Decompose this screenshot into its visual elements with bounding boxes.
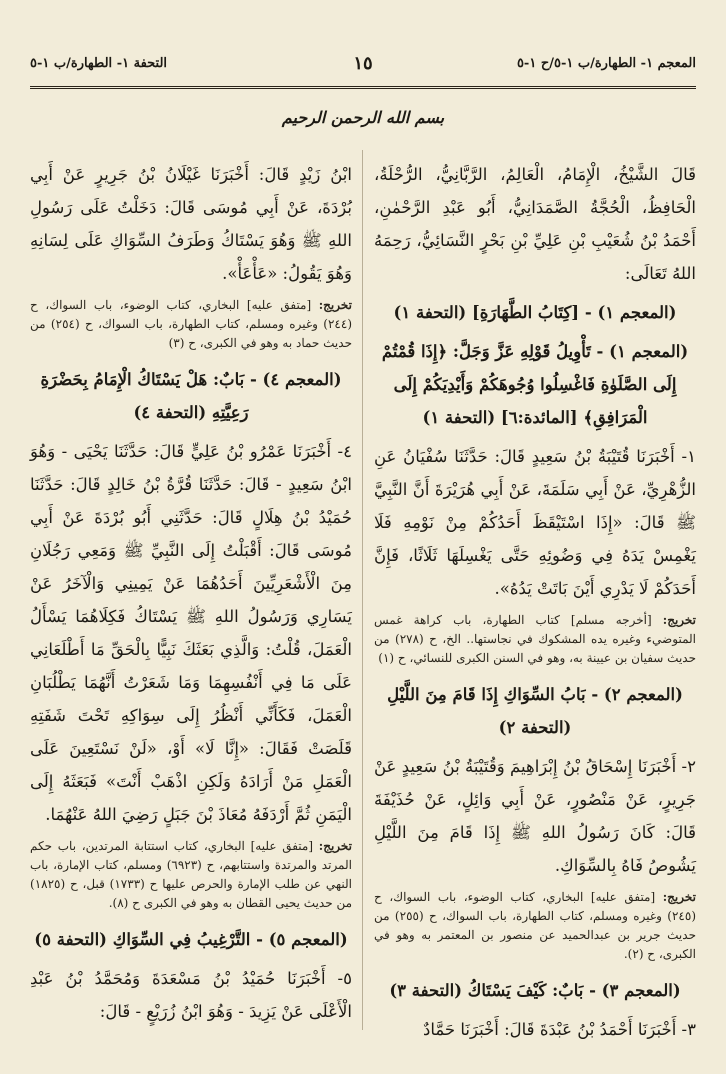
takhrij-text: [متفق عليه] البخاري، كتاب استتابة المرتدين، باب حكم المرتد والمرتدة واستتابهم، ح (٦٩٢٣) ومسلم، كتاب الإمارة، باب النهي عن طلب الإمارة والحرص عليها ح (١٧٣٣) قبل، ح (١٨٢٥) من حديث يحيى القطان به وهو في الكبرى ح (٨). (30, 839, 352, 910)
header-right-reference: المعجم ١- الطهارة/ب ١-٥/ح ١-٥ (516, 56, 696, 71)
takhrij-text: [أخرجه مسلم] كتاب الطهارة، باب كراهة غمس المتوضيء وغيره يده المشكوك في نجاستها.. الخ، ح (٢٧٨) من حديث سفيان بن عيينة به، وهو في السنن الكبرى للنسائي، ح (١) (374, 613, 696, 665)
bab-heading-5: (المعجم ٥) - التَّرْغِيبُ فِي السِّوَاكِ (التحفة ٥) (34, 930, 348, 949)
kitab-heading: (المعجم ١) - [كِتَابُ الطَّهَارَةِ] (التحفة ١) (393, 303, 677, 322)
bab-heading-3: (المعجم ٣) - بَابٌ: كَيْفَ يَسْتَاكُ (التحفة ٣) (389, 981, 681, 1000)
bab-heading-4: (المعجم ٤) - بَابٌ: هَلْ يَسْتَاكُ الْإِمَامُ بِحَضْرَةِ رَعِيَّتِهِ (التحفة ٤) (40, 370, 342, 422)
header-rule (30, 86, 696, 89)
hadith-2: ٢- أَخْبَرَنَا إِسْحَاقُ بْنُ إِبْرَاهِيمَ وَقُتَيْبَةُ بْنُ سَعِيدٍ عَنْ جَرِيرٍ، عَنْ مَنْصُورٍ، عَنْ أَبِي وَائِلٍ، عَنْ حُذَيْفَةَ قَالَ: كَانَ رَسُولُ اللهِ ﷺ إِذَا قَامَ مِنَ اللَّيْلِ يَشُوصُ فَاهُ بِالسِّوَاكِ. (374, 757, 696, 875)
hadith-3-start: ٣- أَخْبَرَنَا أَحْمَدُ بْنُ عَبْدَةَ قَالَ: أَخْبَرَنَا حَمَّادٌ (423, 1020, 696, 1039)
takhrij-text: [متفق عليه] البخاري، كتاب الوضوء، باب السواك، ح (٢٤٥) وغيره ومسلم، كتاب الطهارة، باب السواك، ح (٢٥٥) من حديث جرير بن عبدالحميد عن منصور بن المعتمر به وهو في الكبرى، ح (٢). (374, 890, 696, 961)
hadith-3-continued: ابْنُ زَيْدٍ قَالَ: أَخْبَرَنَا غَيْلَانُ بْنُ جَرِيرٍ عَنْ أَبِي بُرْدَةَ، عَنْ أَبِي مُوسَى قَالَ: دَخَلْتُ عَلَى رَسُولِ اللهِ ﷺ وَهُوَ يَسْتَاكُ وَطَرَفُ السِّوَاكِ عَلَى لِسَانِهِ وَهُوَ يَقُولُ: «عَأْعَأْ». (30, 165, 352, 283)
hadith-5-start: ٥- أَخْبَرَنَا حُمَيْدُ بْنُ مَسْعَدَةَ وَمُحَمَّدُ بْنُ عَبْدِ الْأَعْلَى عَنْ يَزِيدَ - وَهُوَ ابْنُ زُرَيْعٍ - قَالَ: (30, 969, 352, 1021)
takhrij-1 (374, 611, 696, 668)
header-left-reference: التحفة ١- الطهارة/ب ١-٥ (30, 56, 168, 71)
takhrij-3 (30, 296, 352, 353)
takhrij-label: تخريج: (318, 839, 352, 853)
hadith-1: ١- أَخْبَرَنَا قُتَيْبَةُ بْنُ سَعِيدٍ قَالَ: حَدَّثَنَا سُفْيَانُ عَنِ الزُّهْرِيِّ، عَنْ أَبِي سَلَمَةَ، عَنْ أَبِي هُرَيْرَةَ أَنَّ النَّبِيَّ ﷺ قَالَ: «إِذَا اسْتَيْقَظَ أَحَدُكُمْ مِنْ نَوْمِهِ فَلَا يَغْمِسْ يَدَهُ فِي وَضُوئِهِ حَتَّى يَغْسِلَهَا ثَلَاثًا، فَإِنَّ أَحَدَكُمْ لَا يَدْرِي أَيْنَ بَاتَتْ يَدُهُ». (374, 447, 696, 598)
takhrij-label: تخريج: (318, 298, 352, 312)
running-header (30, 53, 696, 82)
page-number: ١٥ (353, 53, 373, 74)
basmala: بسم الله الرحمن الرحيم (281, 108, 445, 127)
left-column (30, 158, 352, 1034)
takhrij-label: تخريج: (662, 890, 696, 904)
bab-heading-1: (المعجم ١) - تَأْوِيلُ قَوْلِهِ عَزَّ وَجَلَّ: ﴿إِذَا قُمْتُمْ إِلَى الصَّلَوٰةِ فَاغْسِلُوا وُجُوهَكُمْ وَأَيْدِيَكُمْ إِلَى الْمَرَافِقِ﴾ [المائدة:٦] (التحفة ١) (381, 342, 689, 427)
takhrij-label: تخريج: (662, 613, 696, 627)
bab-heading-2: (المعجم ٢) - بَابُ السِّوَاكِ إِذَا قَامَ مِنَ اللَّيْلِ (التحفة ٢) (387, 685, 683, 737)
takhrij-text: [متفق عليه] البخاري، كتاب الوضوء، باب السواك، ح (٢٤٤) وغيره ومسلم، كتاب الطهارة، باب السواك، ح (٢٥٤) من حديث حماد به وهو في الكبرى، ح (٣) (30, 298, 352, 350)
takhrij-2 (374, 888, 696, 964)
hadith-4: ٤- أَخْبَرَنَا عَمْرُو بْنُ عَلِيٍّ قَالَ: حَدَّثَنَا يَحْيَى - وَهُوَ ابْنُ سَعِيدٍ - قَالَ: حَدَّثَنَا قُرَّةُ بْنُ خَالِدٍ قَالَ: حَدَّثَنَا حُمَيْدُ بْنُ هِلَالٍ قَالَ: حَدَّثَنِي أَبُو بُرْدَةَ عَنْ أَبِي مُوسَى قَالَ: أَقْبَلْتُ إِلَى النَّبِيِّ ﷺ وَمَعِي رَجُلَانِ مِنَ الْأَشْعَرِيِّينَ أَحَدُهُمَا عَنْ يَمِينِي وَالْآخَرُ عَنْ يَسَارِي وَرَسُولُ اللهِ ﷺ يَسْتَاكُ فَكِلَاهُمَا يَسْأَلُ الْعَمَلَ، قُلْتُ: وَالَّذِي بَعَثَكَ نَبِيًّا بِالْحَقِّ مَا أَطْلَعَانِي عَلَى مَا فِي أَنْفُسِهِمَا وَمَا شَعَرْتُ أَنَّهُمَا يَطْلُبَانِ الْعَمَلَ، فَكَأَنِّي أَنْظُرُ إِلَى سِوَاكِهِ تَحْتَ شَفَتِهِ قَلَصَتْ فَقَالَ: «إِنَّا لَا» أَوْ، «لَنْ نَسْتَعِينَ عَلَى الْعَمَلِ مَنْ أَرَادَهُ وَلَكِنِ اذْهَبْ أَنْتَ» فَبَعَثَهُ إِلَى الْيَمَنِ ثُمَّ أَرْدَفَهُ مُعَاذَ بْنَ جَبَلٍ رَضِيَ اللهُ عَنْهُمَا. (30, 442, 352, 824)
intro-paragraph: قَالَ الشَّيْخُ، الْإِمَامُ، الْعَالِمُ، الرَّبَّانِيُّ، الرُّحْلَةُ، الْحَافِظُ، الْحُجَّةُ الصَّمَدَانِيُّ، أَبُو عَبْدِ الرَّحْمٰنِ، أَحْمَدُ بْنُ شُعَيْبِ بْنِ عَلِيِّ بْنِ بَحْرٍ النَّسَائِيُّ، رَحِمَهُ اللهُ تَعَالَى: (374, 165, 696, 283)
right-column (374, 158, 696, 1052)
takhrij-4 (30, 837, 352, 913)
column-divider (362, 150, 363, 1030)
